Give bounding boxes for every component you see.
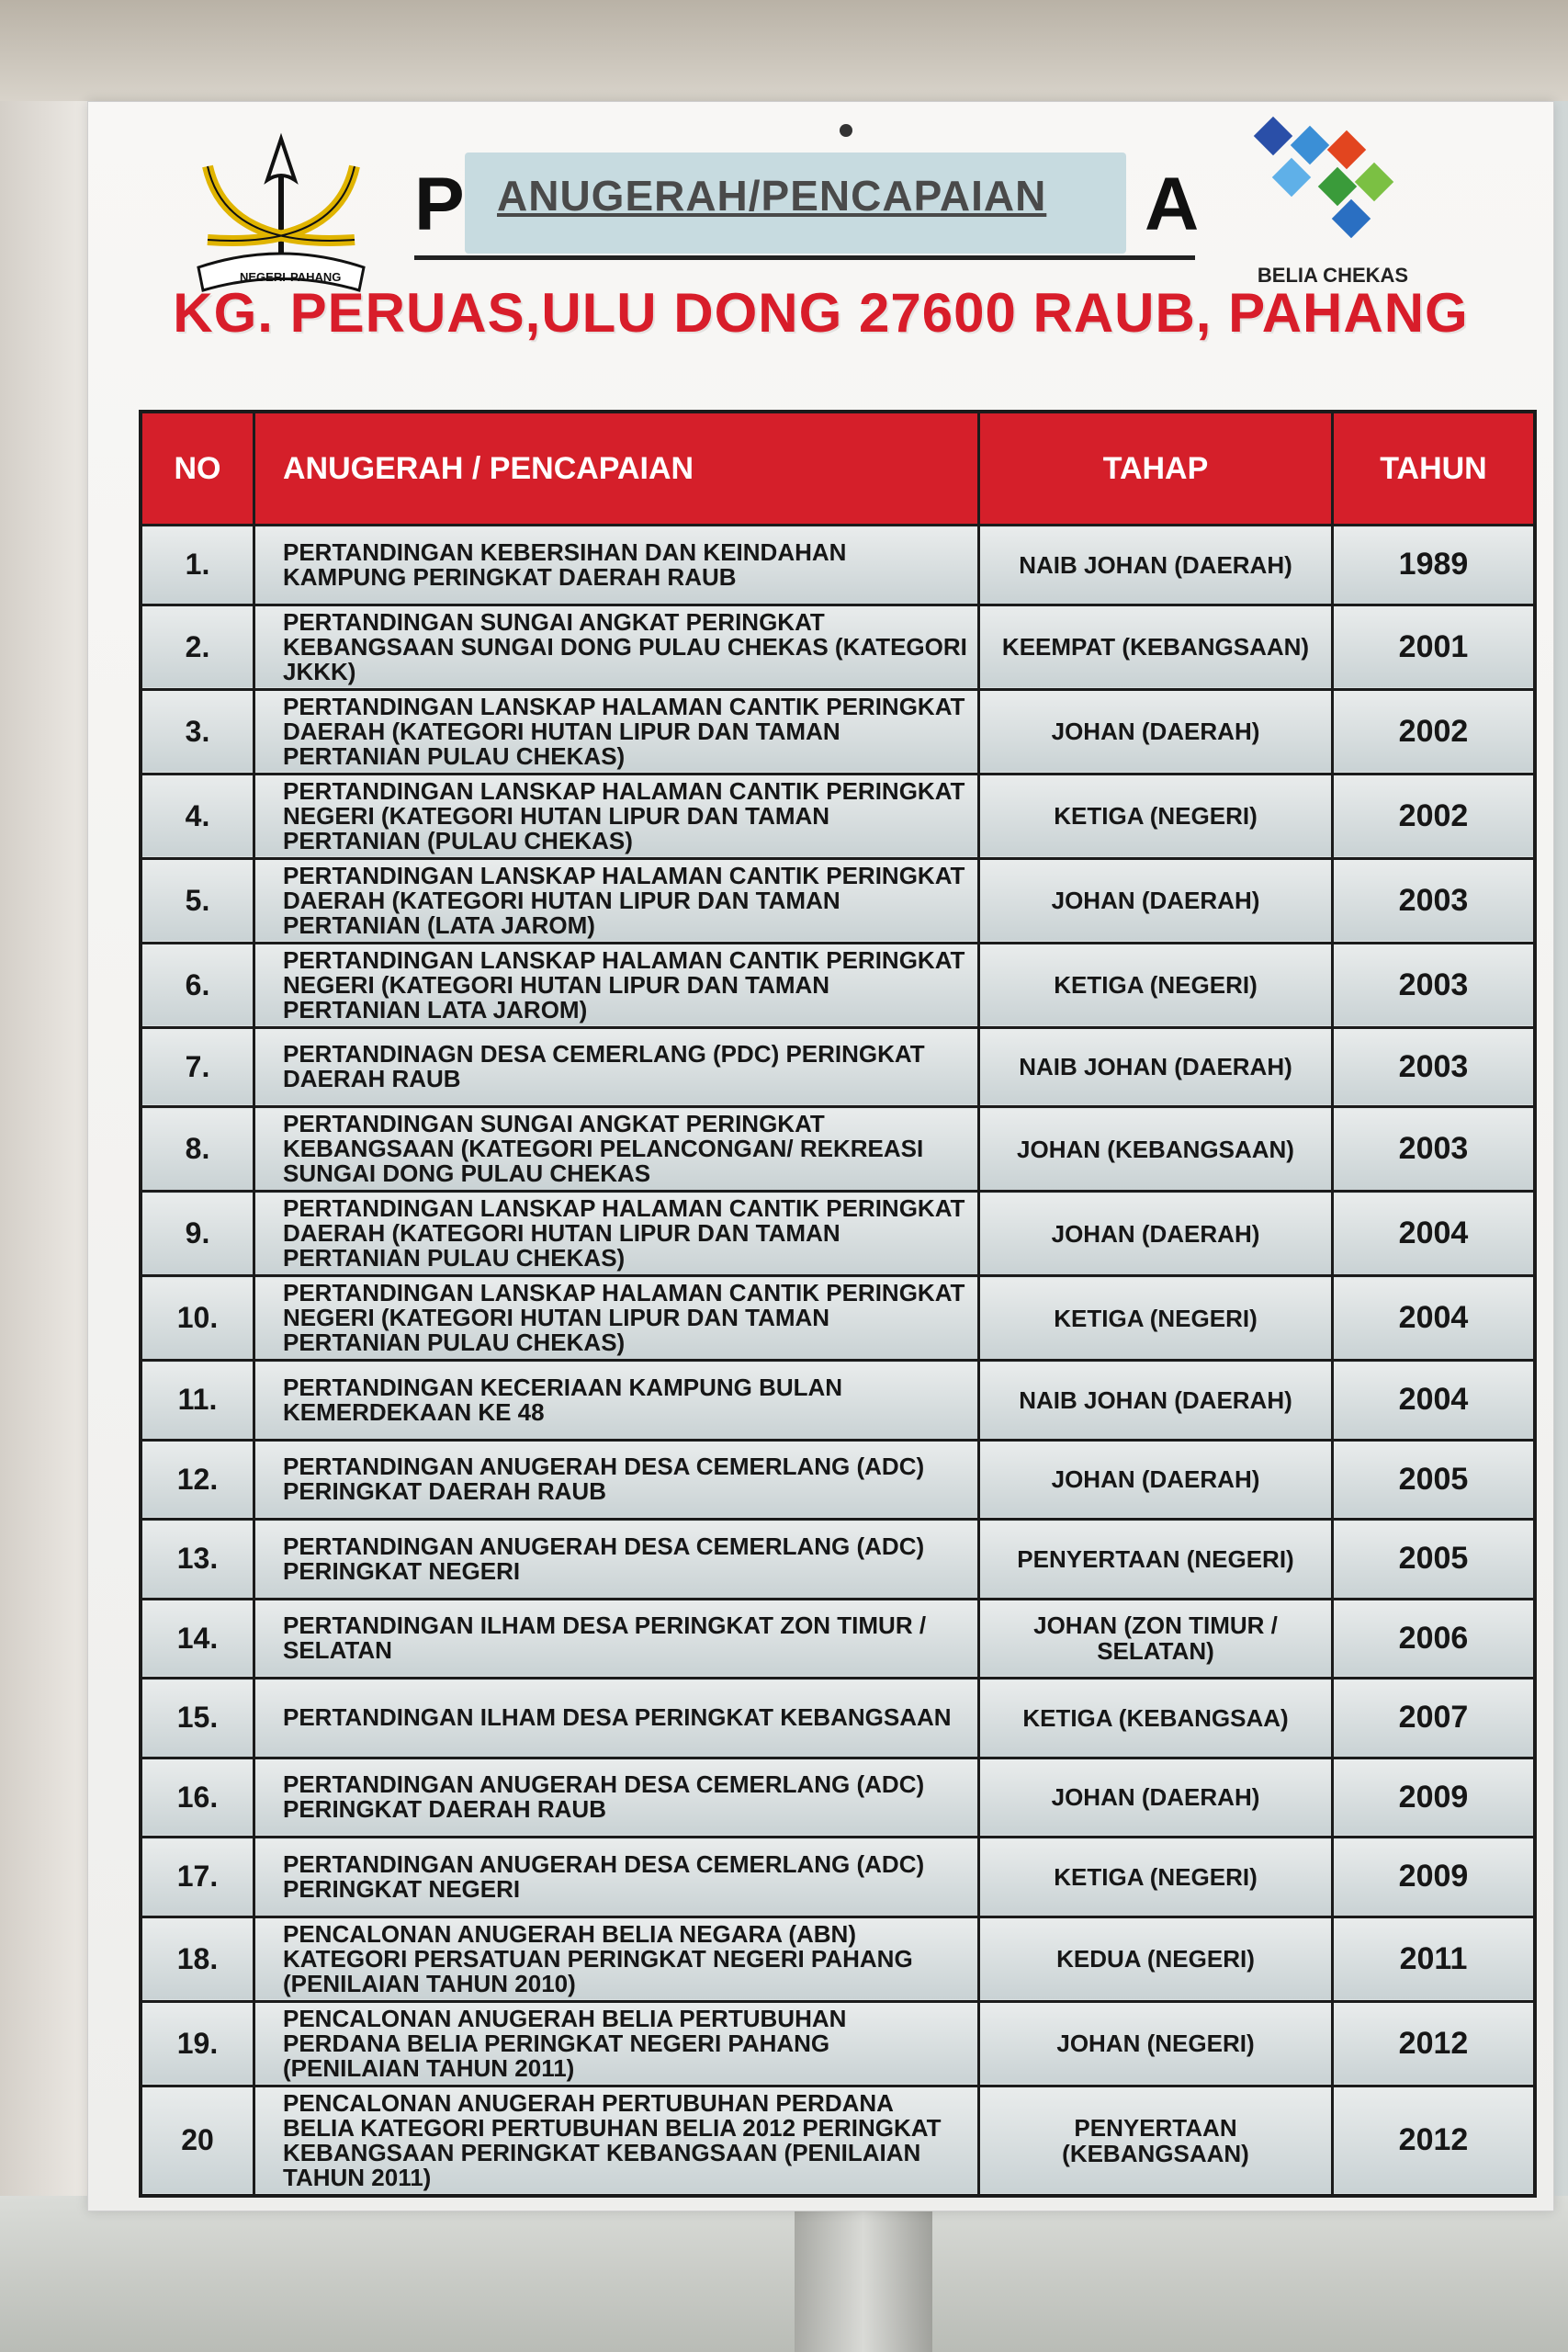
table-row <box>141 1361 1535 1441</box>
table-row <box>141 1107 1535 1192</box>
year-cell: 2004 <box>1333 1276 1536 1361</box>
level-cell: JOHAN (DAERAH) <box>979 1192 1333 1276</box>
award-cell: PENCALONAN ANUGERAH BELIA NEGARA (ABN) KATEGORI PERSATUAN PERINGKAT NEGERI PAHANG (PENILAIAN TAHUN 2010) <box>254 1917 979 2001</box>
window-top-frame <box>0 0 1568 101</box>
award-cell: PERTANDINGAN KEBERSIHAN DAN KEINDAHAN KAMPUNG PERINGKAT DAERAH RAUB <box>254 526 979 605</box>
level-cell: KETIGA (KEBANGSAA) <box>979 1679 1333 1758</box>
title-letter-last: A <box>1145 163 1200 246</box>
award-cell: PERTANDINAGN DESA CEMERLANG (PDC) PERINGKAT DAERAH RAUB <box>254 1027 979 1107</box>
award-cell: PERTANDINGAN SUNGAI ANGKAT PERINGKAT KEBANGSAAN (KATEGORI PELANCONGAN/ REKREASI SUNGAI DONG PULAU CHEKAS <box>254 1107 979 1192</box>
sticker-text: ANUGERAH/PENCAPAIAN <box>497 172 1047 220</box>
pahang-crest-icon <box>189 130 373 304</box>
row-number: 11. <box>141 1361 254 1441</box>
column-header-level: TAHAP <box>979 412 1333 526</box>
row-number: 15. <box>141 1679 254 1758</box>
table-row <box>141 1440 1535 1520</box>
table-row <box>141 774 1535 858</box>
title-letter-first: P <box>414 163 465 246</box>
awards-table-wrap <box>139 410 1507 2198</box>
title-area <box>414 153 1287 258</box>
level-cell: NAIB JOHAN (DAERAH) <box>979 1361 1333 1441</box>
row-number: 3. <box>141 689 254 774</box>
level-cell: NAIB JOHAN (DAERAH) <box>979 526 1333 605</box>
row-number: 4. <box>141 774 254 858</box>
year-cell: 2004 <box>1333 1361 1536 1441</box>
level-cell: PENYERTAAN (NEGERI) <box>979 1520 1333 1600</box>
year-cell: 2003 <box>1333 858 1536 943</box>
row-number: 9. <box>141 1192 254 1276</box>
year-cell: 2003 <box>1333 943 1536 1027</box>
column-header-no: NO <box>141 412 254 526</box>
table-row <box>141 1027 1535 1107</box>
row-number: 16. <box>141 1758 254 1838</box>
year-cell: 2012 <box>1333 2001 1536 2086</box>
table-row <box>141 943 1535 1027</box>
year-cell: 2006 <box>1333 1599 1536 1679</box>
award-cell: PERTANDINGAN SUNGAI ANGKAT PERINGKAT KEBANGSAAN SUNGAI DONG PULAU CHEKAS (KATEGORI JKKK) <box>254 605 979 689</box>
level-cell: JOHAN (DAERAH) <box>979 1440 1333 1520</box>
row-number: 8. <box>141 1107 254 1192</box>
award-cell: PERTANDINGAN ANUGERAH DESA CEMERLANG (ADC) PERINGKAT DAERAH RAUB <box>254 1758 979 1838</box>
table-row <box>141 1599 1535 1679</box>
row-number: 2. <box>141 605 254 689</box>
row-number: 20 <box>141 2086 254 2196</box>
signboard-post <box>795 2205 932 2352</box>
year-cell: 1989 <box>1333 526 1536 605</box>
table-row <box>141 1276 1535 1361</box>
level-cell: NAIB JOHAN (DAERAH) <box>979 1027 1333 1107</box>
level-cell: JOHAN (NEGERI) <box>979 2001 1333 2086</box>
table-row <box>141 1917 1535 2001</box>
table-row <box>141 689 1535 774</box>
row-number: 5. <box>141 858 254 943</box>
column-header-award: ANUGERAH / PENCAPAIAN <box>254 412 979 526</box>
level-cell: JOHAN (KEBANGSAAN) <box>979 1107 1333 1192</box>
row-number: 6. <box>141 943 254 1027</box>
row-number: 19. <box>141 2001 254 2086</box>
award-cell: PERTANDINGAN ILHAM DESA PERINGKAT KEBANGSAAN <box>254 1679 979 1758</box>
table-row <box>141 1758 1535 1838</box>
table-row <box>141 2001 1535 2086</box>
table-row <box>141 1192 1535 1276</box>
award-cell: PERTANDINGAN LANSKAP HALAMAN CANTIK PERINGKAT DAERAH (KATEGORI HUTAN LIPUR DAN TAMAN PERTANIAN PULAU CHEKAS) <box>254 1192 979 1276</box>
row-number: 18. <box>141 1917 254 2001</box>
crest-ribbon-right: PAHANG <box>290 270 342 284</box>
award-cell: PERTANDINGAN LANSKAP HALAMAN CANTIK PERINGKAT NEGERI (KATEGORI HUTAN LIPUR DAN TAMAN PERTANIAN PULAU CHEKAS) <box>254 1276 979 1361</box>
award-cell: PERTANDINGAN ILHAM DESA PERINGKAT ZON TIMUR / SELATAN <box>254 1599 979 1679</box>
address-heading: KG. PERUAS,ULU DONG 27600 RAUB, PAHANG <box>173 282 1469 344</box>
signboard <box>87 101 1554 2211</box>
year-cell: 2002 <box>1333 689 1536 774</box>
award-cell: PERTANDINGAN ANUGERAH DESA CEMERLANG (ADC) PERINGKAT NEGERI <box>254 1838 979 1917</box>
table-row <box>141 605 1535 689</box>
level-cell: KETIGA (NEGERI) <box>979 1276 1333 1361</box>
award-cell: PERTANDINGAN LANSKAP HALAMAN CANTIK PERINGKAT NEGERI (KATEGORI HUTAN LIPUR DAN TAMAN PERTANIAN (PULAU CHEKAS) <box>254 774 979 858</box>
row-number: 17. <box>141 1838 254 1917</box>
belia-chekas-logo <box>1232 113 1434 288</box>
level-cell: KETIGA (NEGERI) <box>979 943 1333 1027</box>
row-number: 1. <box>141 526 254 605</box>
row-number: 13. <box>141 1520 254 1600</box>
level-cell: JOHAN (ZON TIMUR / SELATAN) <box>979 1599 1333 1679</box>
row-number: 10. <box>141 1276 254 1361</box>
award-cell: PERTANDINGAN LANSKAP HALAMAN CANTIK PERINGKAT NEGERI (KATEGORI HUTAN LIPUR DAN TAMAN PERTANIAN LATA JAROM) <box>254 943 979 1027</box>
row-number: 12. <box>141 1440 254 1520</box>
table-row <box>141 1838 1535 1917</box>
year-cell: 2003 <box>1333 1027 1536 1107</box>
logo-caption: BELIA CHEKAS <box>1257 264 1409 287</box>
year-cell: 2002 <box>1333 774 1536 858</box>
year-cell: 2011 <box>1333 1917 1536 2001</box>
award-cell: PERTANDINGAN LANSKAP HALAMAN CANTIK PERINGKAT DAERAH (KATEGORI HUTAN LIPUR DAN TAMAN PERTANIAN (LATA JAROM) <box>254 858 979 943</box>
award-cell: PERTANDINGAN KECERIAAN KAMPUNG BULAN KEMERDEKAAN KE 48 <box>254 1361 979 1441</box>
year-cell: 2003 <box>1333 1107 1536 1192</box>
background-left <box>0 101 87 2214</box>
window-sill <box>0 2196 1568 2352</box>
table-row <box>141 1520 1535 1600</box>
award-cell: PENCALONAN ANUGERAH BELIA PERTUBUHAN PERDANA BELIA PERINGKAT NEGERI PAHANG (PENILAIAN TAHUN 2011) <box>254 2001 979 2086</box>
table-row <box>141 526 1535 605</box>
crest-ribbon-left: NEGERI <box>240 270 286 284</box>
level-cell: KEEMPAT (KEBANGSAAN) <box>979 605 1333 689</box>
table-header-row <box>141 412 1535 526</box>
row-number: 7. <box>141 1027 254 1107</box>
award-cell: PERTANDINGAN ANUGERAH DESA CEMERLANG (ADC) PERINGKAT DAERAH RAUB <box>254 1440 979 1520</box>
table-row <box>141 2086 1535 2196</box>
level-cell: JOHAN (DAERAH) <box>979 858 1333 943</box>
year-cell: 2009 <box>1333 1838 1536 1917</box>
awards-table <box>139 410 1537 2198</box>
level-cell: JOHAN (DAERAH) <box>979 1758 1333 1838</box>
title-sticker <box>465 153 1126 254</box>
column-header-year: TAHUN <box>1333 412 1536 526</box>
year-cell: 2012 <box>1333 2086 1536 2196</box>
year-cell: 2005 <box>1333 1520 1536 1600</box>
table-row <box>141 858 1535 943</box>
year-cell: 2005 <box>1333 1440 1536 1520</box>
belia-chekas-logo-icon <box>1232 113 1434 251</box>
year-cell: 2004 <box>1333 1192 1536 1276</box>
table-row <box>141 1679 1535 1758</box>
level-cell: PENYERTAAN (KEBANGSAAN) <box>979 2086 1333 2196</box>
level-cell: KEDUA (NEGERI) <box>979 1917 1333 2001</box>
level-cell: KETIGA (NEGERI) <box>979 774 1333 858</box>
level-cell: KETIGA (NEGERI) <box>979 1838 1333 1917</box>
row-number: 14. <box>141 1599 254 1679</box>
year-cell: 2007 <box>1333 1679 1536 1758</box>
year-cell: 2009 <box>1333 1758 1536 1838</box>
year-cell: 2001 <box>1333 605 1536 689</box>
award-cell: PERTANDINGAN LANSKAP HALAMAN CANTIK PERINGKAT DAERAH (KATEGORI HUTAN LIPUR DAN TAMAN PERTANIAN PULAU CHEKAS) <box>254 689 979 774</box>
level-cell: JOHAN (DAERAH) <box>979 689 1333 774</box>
award-cell: PENCALONAN ANUGERAH PERTUBUHAN PERDANA BELIA KATEGORI PERTUBUHAN BELIA 2012 PERINGKAT KEBANGSAAN PERINGKAT KEBANGSAAN (PENILAIAN TAHUN 2011) <box>254 2086 979 2196</box>
title-underline <box>414 255 1195 260</box>
mounting-hole <box>840 124 852 137</box>
award-cell: PERTANDINGAN ANUGERAH DESA CEMERLANG (ADC) PERINGKAT NEGERI <box>254 1520 979 1600</box>
